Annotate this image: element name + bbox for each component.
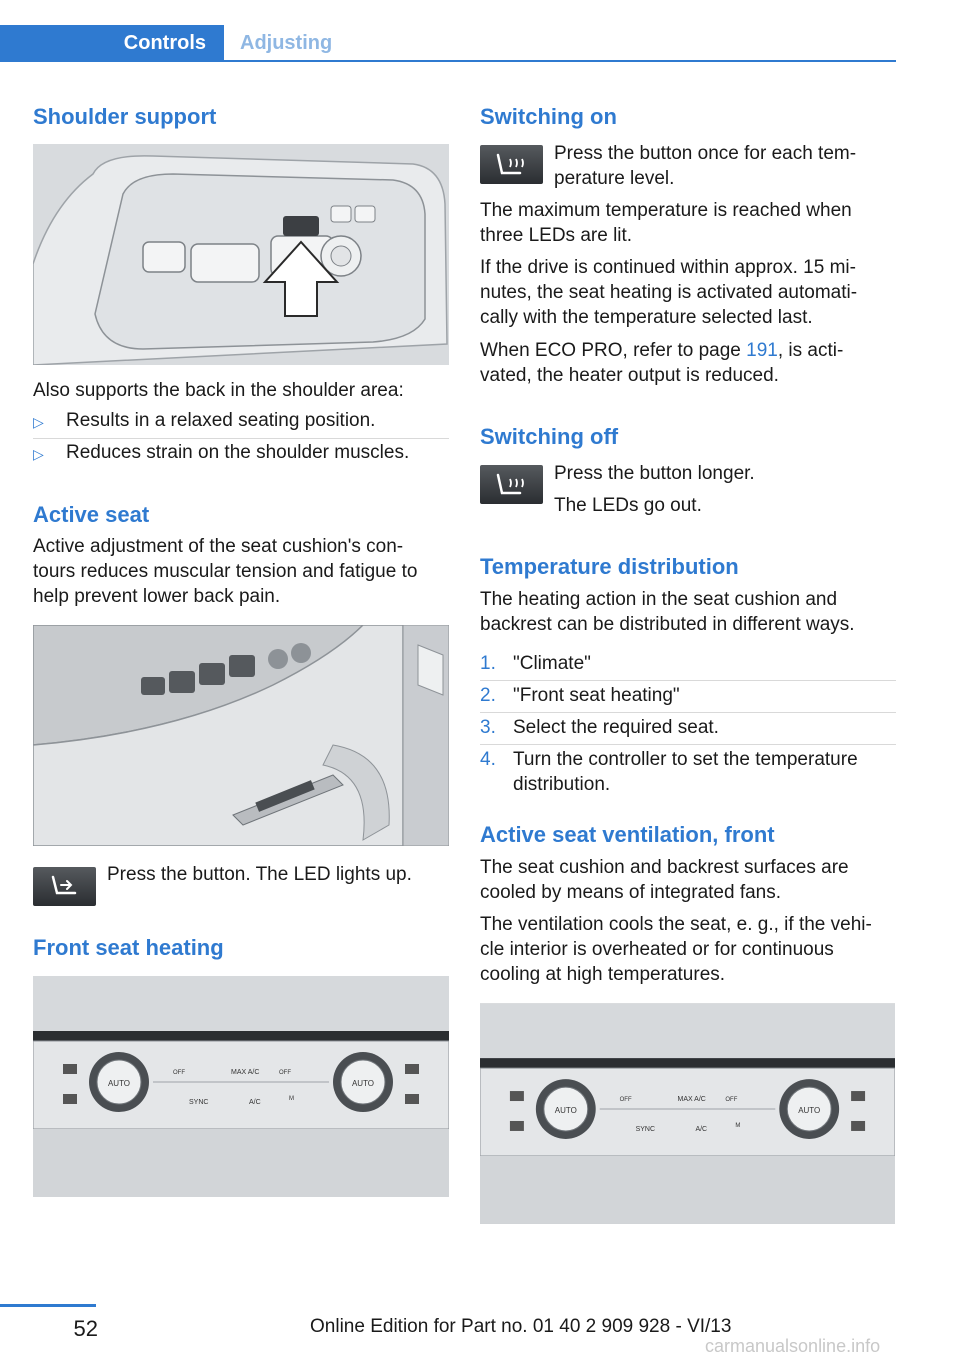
off-label-3: OFF <box>619 1097 632 1104</box>
switching-on-button-text-1: Press the button once for each tem- <box>554 143 857 164</box>
max-temp-text-1: The maximum temperature is reached when <box>480 200 852 221</box>
step-number: 2. <box>480 685 496 706</box>
climate-panel-illustration-2 <box>480 1003 895 1224</box>
right-column <box>480 100 896 1250</box>
tab-adjusting-label: Adjusting <box>240 32 333 54</box>
left-column <box>33 100 449 1250</box>
distribution-text-1: The heating action in the seat cushion and <box>480 589 838 610</box>
climate-panel-drawing-2 <box>480 1003 895 1224</box>
shoulder-support-illustration <box>33 144 449 365</box>
bullet-text: Reduces strain on the shoulder muscles. <box>66 442 410 463</box>
shoulder-support-heading: Shoulder support <box>33 104 217 129</box>
divider <box>480 680 896 681</box>
step-number: 3. <box>480 717 496 738</box>
distribution-text-2: backrest can be distributed in different ways. <box>480 614 855 635</box>
step-text: Turn the controller to set the temperature distribution. <box>513 749 858 795</box>
eco-pro-suffix: , is acti- <box>777 340 844 361</box>
ac-label-2: A/C <box>695 1125 708 1133</box>
door-panel-illustration <box>33 625 449 846</box>
triangle-bullet-icon: ▷ <box>33 414 44 430</box>
ventilation-text-1: The seat cushion and backrest surfaces are <box>480 857 849 878</box>
auto-label-right-2: AUTO <box>798 1106 821 1116</box>
active-seat-text-2: tours reduces muscular tension and fatigue to <box>33 561 418 582</box>
list-item <box>480 715 896 741</box>
max-temp-text-2: three LEDs are lit. <box>480 225 633 246</box>
active-seat-ventilation-heading: Active seat ventilation, front <box>480 822 775 847</box>
ventilation-text-3: The ventilation cools the seat, e. g., if the vehi- <box>480 914 872 935</box>
auto-label-left: AUTO <box>107 1079 131 1088</box>
active-seat-icon <box>45 873 85 901</box>
footer-rule <box>0 1304 96 1307</box>
m-label: M <box>289 1096 294 1102</box>
seat-switch-drawing <box>33 144 449 365</box>
ventilation-text-2: cooled by means of integrated fans. <box>480 882 782 903</box>
active-seat-text-1: Active adjustment of the seat cushion's con- <box>33 536 404 557</box>
switching-off-text-1: Press the button longer. <box>554 463 755 484</box>
divider <box>33 438 449 439</box>
ventilation-text-4: cle interior is overheated or for continuous <box>480 939 834 960</box>
active-seat-button[interactable] <box>33 867 96 906</box>
bullet-text: Results in a relaxed seating position. <box>66 410 376 431</box>
step-number: 4. <box>480 749 496 770</box>
seat-heating-icon <box>492 471 532 499</box>
header-rule <box>0 60 896 62</box>
tab-controls-label: Controls <box>123 32 206 54</box>
divider <box>480 712 896 713</box>
list-item <box>33 408 449 434</box>
sync-label: SYNC <box>189 1099 209 1106</box>
temperature-distribution-heading: Temperature distribution <box>480 554 739 579</box>
seat-heating-button[interactable] <box>480 145 543 184</box>
active-seat-text-3: help prevent lower back pain. <box>33 586 281 607</box>
tab-adjusting[interactable] <box>240 25 332 62</box>
eco-pro-text-1 <box>480 338 843 363</box>
page-link-191[interactable]: 191 <box>746 340 778 361</box>
seat-heating-icon <box>492 151 532 179</box>
continue-text-2: nutes, the seat heating is activated automati- <box>480 282 858 303</box>
active-seat-button-text: Press the button. The LED lights up. <box>107 864 412 885</box>
off-label-1: OFF <box>173 1070 185 1076</box>
auto-label-left-2: AUTO <box>554 1106 577 1116</box>
tab-controls[interactable] <box>0 25 224 62</box>
list-item <box>33 440 449 466</box>
divider <box>480 744 896 745</box>
edition-note: Online Edition for Part no. 01 40 2 909 928 - VI/13 <box>310 1316 732 1337</box>
step-number: 1. <box>480 653 496 674</box>
front-seat-heating-heading: Front seat heating <box>33 935 224 960</box>
climate-panel-drawing <box>33 976 449 1197</box>
list-item <box>480 683 896 709</box>
off-label-4: OFF <box>725 1097 738 1104</box>
page-number: 52 <box>73 1316 98 1341</box>
seat-heating-off-button[interactable] <box>480 465 543 504</box>
step-text: "Front seat heating" <box>513 685 680 706</box>
sync-label-2: SYNC <box>635 1125 655 1133</box>
eco-pro-prefix: When ECO PRO, refer to page <box>480 340 747 361</box>
max-ac-label: MAX A/C <box>231 1069 260 1076</box>
switching-off-heading: Switching off <box>480 424 619 449</box>
shoulder-intro: Also supports the back in the shoulder area: <box>33 380 404 401</box>
off-label-2: OFF <box>279 1070 291 1076</box>
ventilation-text-5: cooling at high temperatures. <box>480 964 726 985</box>
eco-pro-text-2: vated, the heater output is reduced. <box>480 365 779 386</box>
max-ac-label-2: MAX A/C <box>677 1096 706 1104</box>
continue-text-1: If the drive is continued within approx. 15 mi- <box>480 257 856 278</box>
switching-on-heading: Switching on <box>480 104 617 129</box>
ac-label: A/C <box>249 1099 261 1106</box>
step-text: "Climate" <box>513 653 591 674</box>
continue-text-3: cally with the temperature selected last. <box>480 307 813 328</box>
step-text: Select the required seat. <box>513 717 719 738</box>
triangle-bullet-icon: ▷ <box>33 446 44 462</box>
switching-off-text-2: The LEDs go out. <box>554 495 702 516</box>
watermark: carmanualsonline.info <box>705 1336 881 1356</box>
m-label-2: M <box>735 1122 741 1129</box>
auto-label-right: AUTO <box>351 1079 375 1088</box>
door-panel-drawing <box>33 625 449 846</box>
header <box>0 25 896 62</box>
list-item <box>480 651 896 677</box>
switching-on-button-text-2: perature level. <box>554 168 675 189</box>
list-item <box>480 747 896 799</box>
climate-panel-illustration <box>33 976 449 1197</box>
active-seat-heading: Active seat <box>33 502 150 527</box>
